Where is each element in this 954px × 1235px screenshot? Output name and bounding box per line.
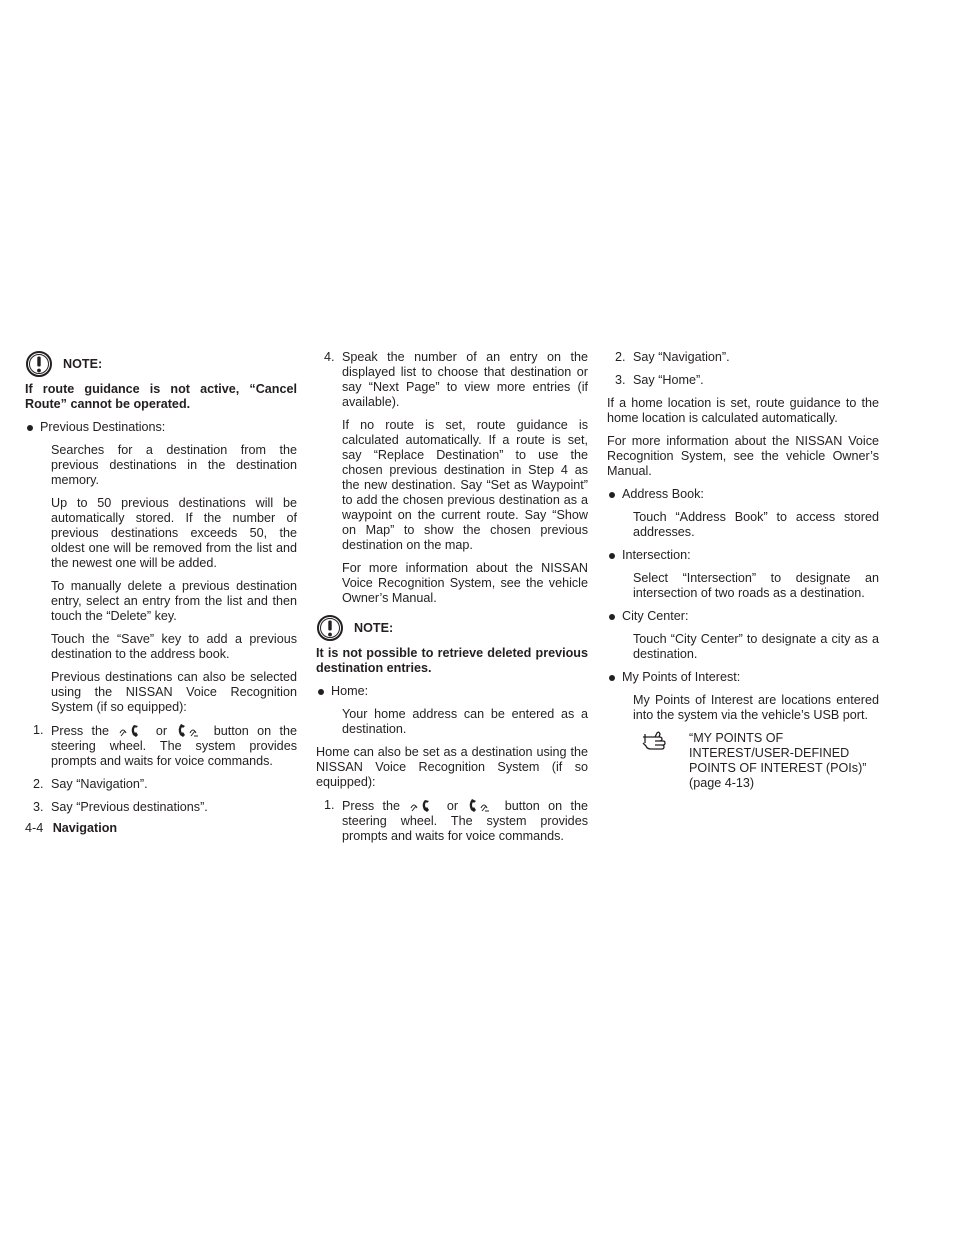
step-text: Say “Navigation”. xyxy=(633,350,730,364)
step-text: Say “Navigation”. xyxy=(51,777,148,791)
cross-reference[interactable] xyxy=(641,731,879,791)
step-4 xyxy=(316,350,588,410)
page-number: 4-4 xyxy=(25,821,44,835)
step-number: 2. xyxy=(615,350,626,364)
column-left xyxy=(25,350,297,823)
page-footer xyxy=(25,821,117,836)
paragraph: Select “Intersection” to designate an intersection of two roads as a destination. xyxy=(633,571,879,600)
bullet-city-center: City Center: xyxy=(607,609,879,624)
paragraph: If a home location is set, route guidance to the home location is calculated automatically. xyxy=(607,396,879,425)
step-text: Press the xyxy=(51,724,110,738)
note-title: NOTE: xyxy=(63,356,103,371)
step-number: 2. xyxy=(33,777,44,791)
step-text: button on the steering wheel. The system provides prompts and waits for voice commands. xyxy=(51,724,298,768)
step-text: or xyxy=(446,799,459,813)
voice-talk-icon xyxy=(117,723,147,738)
section-name: Navigation xyxy=(52,821,118,835)
pointing-hand-icon xyxy=(641,731,673,751)
phone-voice-icon xyxy=(466,798,496,813)
note-header xyxy=(25,350,297,378)
warning-icon xyxy=(25,350,53,378)
column-middle xyxy=(316,350,588,852)
bullet-home: Home: xyxy=(316,684,588,699)
note-text: If route guidance is not active, “Cancel Route” cannot be operated. xyxy=(25,382,297,411)
step-text: Speak the number of an entry on the displayed list to choose that destination or say “Next Page” to view more entries (if available). xyxy=(342,350,588,409)
step-text: button on the steering wheel. The system provides prompts and waits for voice commands. xyxy=(342,799,589,843)
bullet-my-points-of-interest: My Points of Interest: xyxy=(607,670,879,685)
step-number: 1. xyxy=(33,723,44,737)
voice-talk-icon xyxy=(408,798,438,813)
warning-icon xyxy=(316,614,344,642)
paragraph: My Points of Interest are locations entered into the system via the vehicle’s USB port. xyxy=(633,693,879,722)
step-text: Say “Home”. xyxy=(633,373,704,387)
step-2 xyxy=(607,350,879,365)
paragraph: Touch “Address Book” to access stored addresses. xyxy=(633,510,879,539)
paragraph: Previous destinations can also be selected using the NISSAN Voice Recognition System (if so equipped): xyxy=(51,670,297,714)
step-3 xyxy=(607,373,879,388)
column-right xyxy=(607,350,879,799)
paragraph: Up to 50 previous destinations will be automatically stored. If the number of previous destinations exceeds 50, the oldest one will be removed from the list and the newest one will be added. xyxy=(51,496,297,570)
bullet-intersection: Intersection: xyxy=(607,548,879,563)
paragraph: For more information about the NISSAN Voice Recognition System, see the vehicle Owner’s Manual. xyxy=(607,434,879,478)
note-text: It is not possible to retrieve deleted previous destination entries. xyxy=(316,646,588,675)
paragraph: Touch “City Center” to designate a city as a destination. xyxy=(633,632,879,661)
step-number: 3. xyxy=(615,373,626,387)
phone-voice-icon xyxy=(175,723,205,738)
bullet-address-book: Address Book: xyxy=(607,487,879,502)
paragraph: Your home address can be entered as a destination. xyxy=(342,707,588,736)
step-1 xyxy=(25,723,297,769)
step-number: 3. xyxy=(33,800,44,814)
step-text: Say “Previous destinations”. xyxy=(51,800,208,814)
paragraph: If no route is set, route guidance is calculated automatically. If a route is set, say “Replace Destination” to use the chosen previous destination in Step 4 as the new destination. Say “Set as Waypoint” to add the chosen previous destination as a waypoint on the current route. Say “Show on Map” to show the chosen previous destination on the map. xyxy=(342,418,588,552)
step-text: Press the xyxy=(342,799,401,813)
step-2 xyxy=(25,777,297,792)
paragraph: Home can also be set as a destination using the NISSAN Voice Recognition System (if so equipped): xyxy=(316,745,588,789)
step-number: 4. xyxy=(324,350,335,364)
step-text: or xyxy=(155,724,168,738)
paragraph: Searches for a destination from the previous destinations in the destination memory. xyxy=(51,443,297,487)
note-header xyxy=(316,614,588,642)
paragraph: For more information about the NISSAN Voice Recognition System, see the vehicle Owner’s Manual. xyxy=(342,561,588,605)
step-1 xyxy=(316,798,588,844)
bullet-previous-destinations: Previous Destinations: xyxy=(25,420,297,435)
cross-reference-text: “MY POINTS OF INTEREST/USER-DEFINED POINTS OF INTEREST (POIs)” (page 4-13) xyxy=(689,731,867,790)
step-3 xyxy=(25,800,297,815)
paragraph: Touch the “Save” key to add a previous destination to the address book. xyxy=(51,632,297,661)
paragraph: To manually delete a previous destination entry, select an entry from the list and then touch the “Delete” key. xyxy=(51,579,297,623)
note-title: NOTE: xyxy=(354,620,394,635)
step-number: 1. xyxy=(324,798,335,812)
